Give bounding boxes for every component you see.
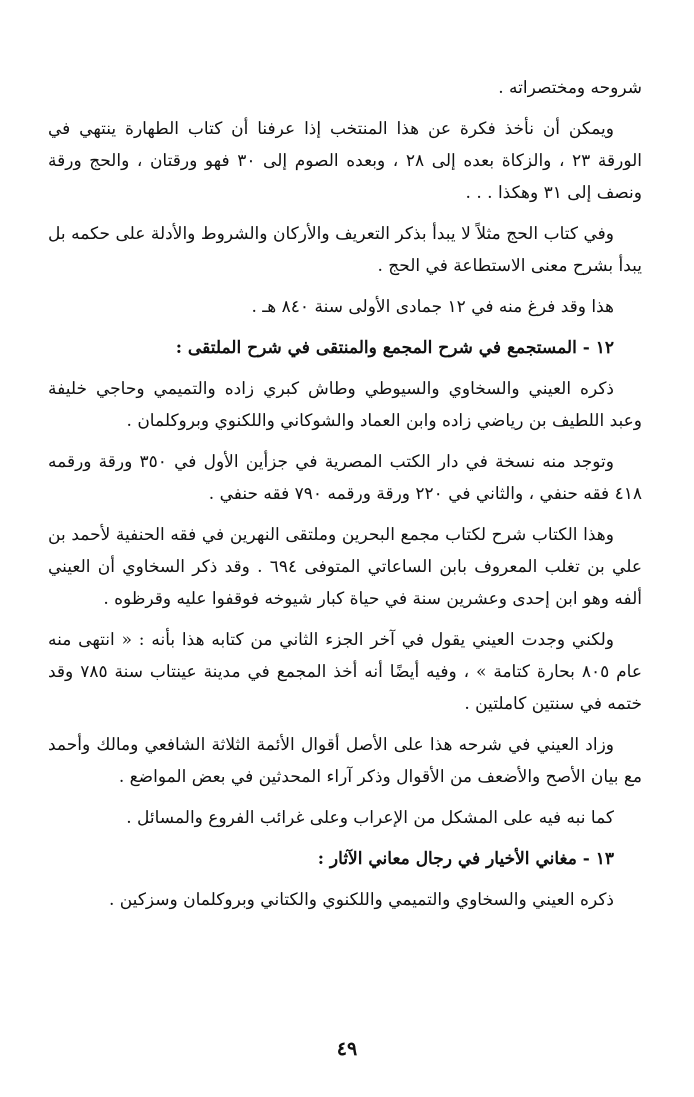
paragraph-grammar-notes: كما نبه فيه على المشكل من الإعراب وعلى غرائب الفروع والمسائل . xyxy=(126,808,614,828)
section-heading-13: ١٣ - مغاني الأخيار في رجال معاني الآثار : xyxy=(317,849,614,869)
section-heading-12: ١٢ - المستجمع في شرح المجمع والمنتقى في شرح الملتقى : xyxy=(175,338,614,358)
paragraph-additions: وزاد العيني في شرحه هذا على الأصل أقوال الأئمة الثلاثة الشافعي ومالك وأحمد مع بيان الأصح والأضعف من الأقوال وذكر آراء المحدثين في بعض المواضع . xyxy=(48,735,642,787)
paragraph-cited-by-13: ذكره العيني والسخاوي والتميمي واللكنوي والكتاني وبروكلمان وسزكين . xyxy=(108,890,614,910)
paragraph-cited-by: ذكره العيني والسخاوي والسيوطي وطاش كبري زاده والتميمي وحاجي خليفة وعبد اللطيف بن رياضي زاده وابن العماد والشوكاني واللكنوي وبروكلمان . xyxy=(48,379,642,431)
page-number: ٤٩ xyxy=(336,1038,358,1060)
paragraph-manuscript-structure: ويمكن أن نأخذ فكرة عن هذا المنتخب إذا عرفنا أن كتاب الطهارة ينتهي في الورقة ٢٣ ، والزكاة بعده إلى ٢٨ ، وبعده الصوم إلى ٣٠ فهو ورقتان ، والحج ورقة ونصف إلى ٣١ وهكذا . . . xyxy=(48,119,643,203)
paragraph-book-description: وهذا الكتاب شرح لكتاب مجمع البحرين وملتقى النهرين في فقه الحنفية لأحمد بن علي بن تغلب المعروف بابن الساعاتي المتوفى ٦٩٤ . وقد ذكر السخاوي أن العيني ألفه وهو ابن إحدى وعشرين سنة في حياة كبار شيوخه فوقفوا عليه وقرظوه . xyxy=(48,525,642,609)
paragraph-author-note: ولكني وجدت العيني يقول في آخر الجزء الثاني من كتابه هذا بأنه : « انتهى منه عام ٨٠٥ بحارة كتامة » ، وفيه أيضًا أنه أخذ المجمع في مدينة عينتاب سنة ٧٨٥ وقد ختمه في سنتين كاملتين . xyxy=(48,630,642,714)
paragraph-manuscript-copy: وتوجد منه نسخة في دار الكتب المصرية في جزأين الأول في ٣٥٠ ورقة ورقمه ٤١٨ فقه حنفي ، والثاني في ٢٢٠ ورقة ورقمه ٧٩٠ فقه حنفي . xyxy=(48,452,642,504)
paragraph-hajj-example: وفي كتاب الحج مثلاً لا يبدأ بذكر التعريف والأركان والشروط والأدلة على حكمه بل يبدأ بشرح معنى الاستطاعة في الحج . xyxy=(48,224,642,276)
paragraph-continuation: شروحه ومختصراته . xyxy=(498,78,642,98)
paragraph-completion-date: هذا وقد فرغ منه في ١٢ جمادى الأولى سنة ٨٤٠ هـ . xyxy=(251,297,614,317)
text-column xyxy=(48,72,642,916)
